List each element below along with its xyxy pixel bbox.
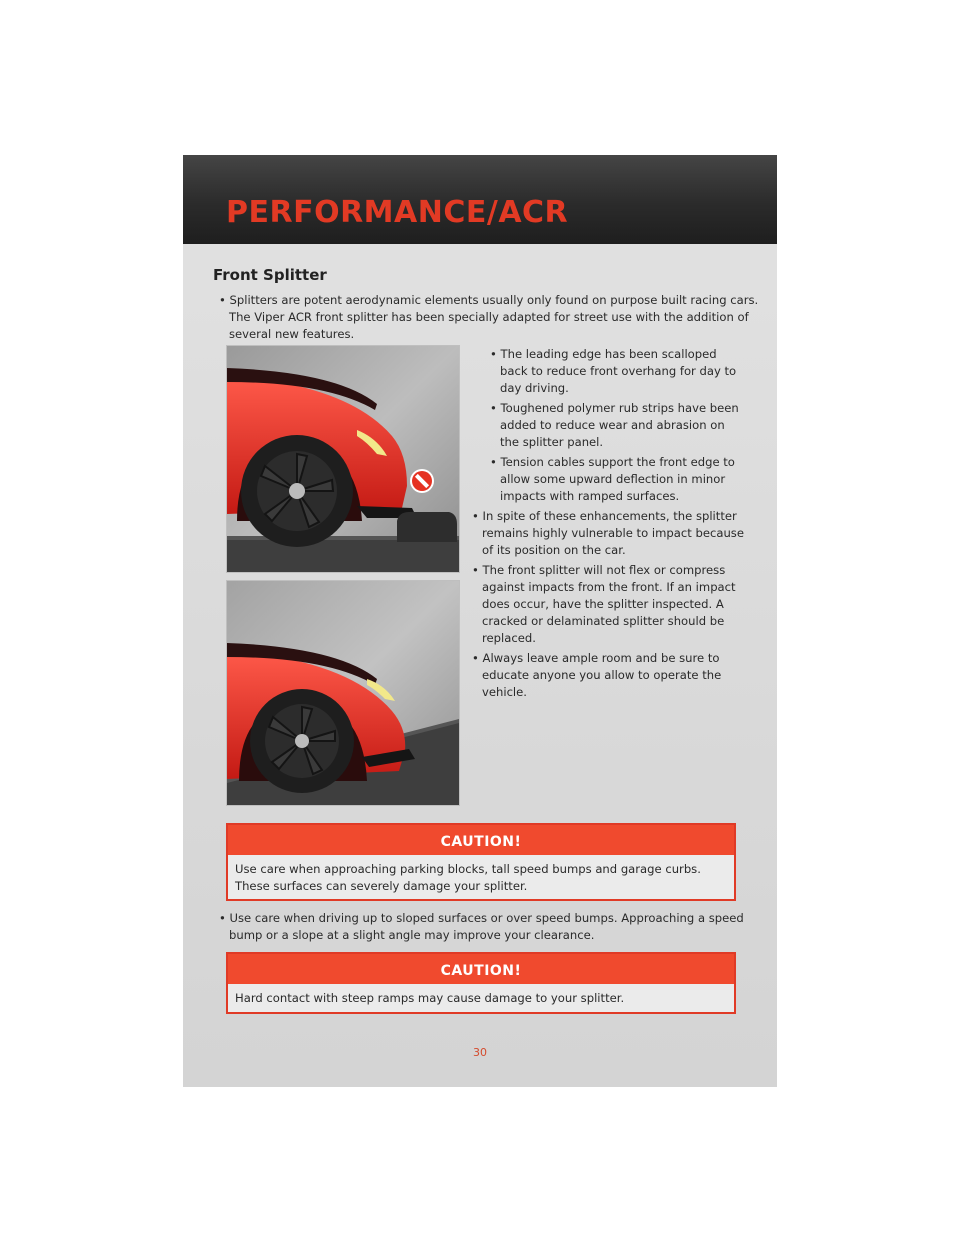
section-title: Front Splitter [213, 266, 327, 284]
caution-text: Hard contact with steep ramps may cause damage to your splitter. [235, 991, 625, 1005]
list-item: • Tension cables support the front edge to allow some upward deflection in minor impacts with ramped surfaces. [490, 455, 735, 503]
list-item: • The leading edge has been scalloped back to reduce front overhang for day to day driving. [490, 347, 737, 395]
caution-box [226, 823, 736, 901]
list-item: • Always leave ample room and be sure to educate anyone you allow to operate the vehicle. [472, 651, 722, 699]
clearance-bullet: • Use care when driving up to sloped surfaces or over speed bumps. Approaching a speed bump or a slope at a slight angle may improve your clearance. [219, 911, 744, 942]
feature-list [470, 346, 745, 704]
illustration-ramp [226, 580, 460, 806]
caution-text: Use care when approaching parking blocks, tall speed bumps and garage curbs. These surfaces can severely damage your splitter. [235, 862, 701, 893]
page-header [183, 155, 777, 244]
intro-bullet: • Splitters are potent aerodynamic elements usually only found on purpose built racing cars. The Viper ACR front splitter has been specially adapted for street use with the addition of several new features. [219, 293, 759, 341]
list-item: • The front splitter will not flex or compress against impacts from the front. If an impact does occur, have the splitter inspected. A cracked or delaminated splitter should be replaced. [472, 563, 736, 645]
page-number: 30 [473, 1046, 487, 1059]
manual-page [183, 155, 777, 1087]
caution-box [226, 952, 736, 1014]
caution-heading: CAUTION! [228, 954, 734, 984]
illustration-parking-block [226, 345, 460, 573]
prohibition-icon [410, 469, 434, 493]
caution-heading: CAUTION! [228, 825, 734, 855]
list-item: • In spite of these enhancements, the splitter remains highly vulnerable to impact because of its position on the car. [472, 509, 744, 557]
list-item: • Toughened polymer rub strips have been added to reduce wear and abrasion on the splitter panel. [490, 401, 739, 449]
header-title: PERFORMANCE/ACR [226, 195, 569, 230]
